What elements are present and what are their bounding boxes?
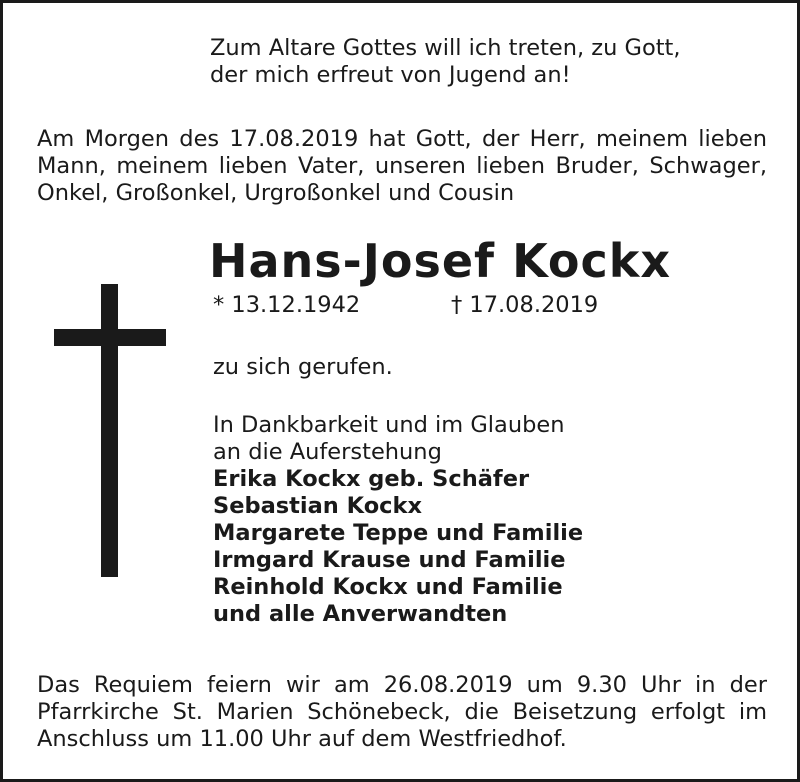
intro-line: Mann, meinem lieben Vater, unseren lieben Bruder, Schwager,	[37, 153, 767, 179]
cross-vertical-beam	[101, 284, 118, 577]
requiem-line: Anschluss um 11.00 Uhr auf dem Westfriedhof.	[37, 726, 567, 752]
cross-horizontal-beam	[54, 329, 166, 346]
birth-date: * 13.12.1942	[213, 292, 361, 318]
requiem-line: Das Requiem feiern wir am 26.08.2019 um 9.30 Uhr in der	[37, 672, 767, 698]
called-home-text: zu sich gerufen.	[213, 354, 393, 380]
mourner-name: Margarete Teppe und Familie	[213, 520, 584, 546]
mourner-name: Irmgard Krause und Familie	[213, 547, 566, 573]
gratitude-line: In Dankbarkeit und im Glauben	[213, 412, 565, 438]
requiem-line: Pfarrkirche St. Marien Schönebeck, die Beisetzung erfolgt im	[37, 699, 767, 725]
intro-line: Am Morgen des 17.08.2019 hat Gott, der Herr, meinem lieben	[37, 126, 767, 152]
mourner-name: und alle Anverwandten	[213, 601, 508, 627]
deceased-name: Hans-Josef Kockx	[209, 234, 672, 288]
death-date: † 17.08.2019	[451, 292, 599, 318]
requiem-info	[37, 672, 767, 753]
gratitude-text	[213, 412, 564, 466]
intro-line: Onkel, Großonkel, Urgroßonkel und Cousin	[37, 180, 515, 206]
mourners-list	[213, 466, 583, 628]
mourner-name: Sebastian Kockx	[213, 493, 422, 519]
gratitude-line: an die Auferstehung	[213, 439, 442, 465]
verse-line: Zum Altare Gottes will ich treten, zu Gott,	[210, 35, 681, 61]
life-dates	[213, 292, 633, 320]
intro-text	[37, 126, 767, 207]
bible-verse	[210, 35, 681, 89]
mourner-name: Reinhold Kockx und Familie	[213, 574, 563, 600]
verse-line: der mich erfreut von Jugend an!	[210, 62, 571, 88]
mourner-name: Erika Kockx geb. Schäfer	[213, 466, 530, 492]
